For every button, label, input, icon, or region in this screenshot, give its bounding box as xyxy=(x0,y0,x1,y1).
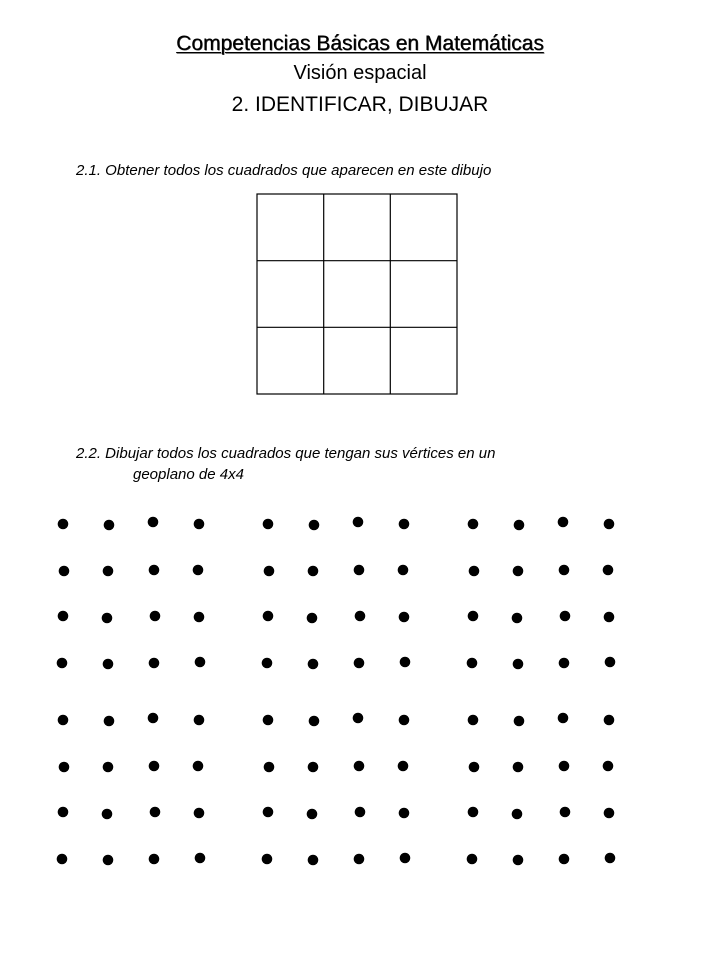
geoplane-dot xyxy=(468,715,479,726)
geoplane-dot xyxy=(399,612,410,623)
geoplane-dot xyxy=(605,853,616,864)
geoplane-dot xyxy=(263,807,274,818)
geoplane-dot xyxy=(149,565,160,576)
geoplane-dot xyxy=(604,519,615,530)
geoplane-dot xyxy=(262,658,273,669)
geoplane-dot xyxy=(354,854,365,865)
geoplane-6 xyxy=(467,713,616,866)
geoplane-dot xyxy=(399,715,410,726)
geoplane-dot xyxy=(308,855,319,866)
geoplane-dot xyxy=(603,565,614,576)
geoplane-dot xyxy=(193,761,204,772)
geoplane-dot xyxy=(513,659,524,670)
geoplane-5 xyxy=(262,713,411,866)
geoplane-dot xyxy=(195,853,206,864)
exercise-2-1-text: 2.1. Obtener todos los cuadrados que aparecen en este dibujo xyxy=(76,162,492,179)
geoplane-dot xyxy=(400,657,411,668)
exercise-2-2-line-1: 2.2. Dibujar todos los cuadrados que tengan sus vértices en un xyxy=(76,445,496,462)
geoplane-dot xyxy=(308,659,319,670)
geoplane-dot xyxy=(194,808,205,819)
geoplane-dot xyxy=(559,854,570,865)
geoplane-dot xyxy=(103,762,114,773)
geoplane-dot xyxy=(149,658,160,669)
geoplane-dot xyxy=(148,713,159,724)
geoplane-dot xyxy=(355,807,366,818)
geoplane-dot xyxy=(353,713,364,724)
geoplane-dot xyxy=(355,611,366,622)
geoplane-dot xyxy=(604,808,615,819)
geoplane-1 xyxy=(57,517,206,670)
geoplane-2 xyxy=(262,517,411,670)
geoplane-dot xyxy=(58,715,69,726)
geoplane-dot xyxy=(307,809,318,820)
geoplane-dot xyxy=(398,565,409,576)
geoplane-dot xyxy=(194,715,205,726)
geoplane-dot xyxy=(603,761,614,772)
geoplane-dot xyxy=(560,807,571,818)
page-subtitle: Visión espacial xyxy=(293,62,427,84)
geoplane-dot xyxy=(57,854,68,865)
geoplane-dot xyxy=(559,565,570,576)
geoplane-dot xyxy=(467,854,478,865)
geoplane-dot xyxy=(58,611,69,622)
geoplane-dot xyxy=(514,716,525,727)
geoplane-dot xyxy=(194,519,205,530)
geoplane-dot xyxy=(307,613,318,624)
geoplane-dot xyxy=(193,565,204,576)
geoplane-dot xyxy=(58,807,69,818)
geoplane-dot xyxy=(308,566,319,577)
geoplane-dot xyxy=(560,611,571,622)
geoplane-dot xyxy=(604,612,615,623)
geoplane-dot xyxy=(513,855,524,866)
geoplane-3 xyxy=(467,517,616,670)
geoplane-dot xyxy=(469,762,480,773)
geoplane-dot xyxy=(149,854,160,865)
geoplane-dot xyxy=(103,855,114,866)
geoplane-dot xyxy=(558,713,569,724)
section-heading: 2. IDENTIFICAR, DIBUJAR xyxy=(231,93,489,116)
geoplane-dot xyxy=(309,716,320,727)
geoplane-dot xyxy=(354,658,365,669)
geoplane-dot xyxy=(604,715,615,726)
page-title: Competencias Básicas en Matemáticas xyxy=(176,32,544,55)
geoplane-dot xyxy=(605,657,616,668)
exercise-2-2-line-2: geoplano de 4x4 xyxy=(133,466,244,483)
geoplane-dot xyxy=(150,611,161,622)
geoplane-dot xyxy=(264,762,275,773)
geoplane-dot xyxy=(103,659,114,670)
geoplane-dot xyxy=(102,613,113,624)
geoplane-dot xyxy=(469,566,480,577)
geoplane-dot xyxy=(104,520,115,531)
geoplane-dot xyxy=(195,657,206,668)
geoplane-dot xyxy=(514,520,525,531)
geoplane-dot xyxy=(263,611,274,622)
geoplane-dot xyxy=(558,517,569,528)
geoplane-dot xyxy=(559,761,570,772)
geoplane-dot xyxy=(263,519,274,530)
geoplane-dot xyxy=(309,520,320,531)
geoplane-dot xyxy=(264,566,275,577)
geoplane-dot xyxy=(468,611,479,622)
geoplane-dot xyxy=(512,809,523,820)
geoplane-dot xyxy=(399,808,410,819)
geoplane-dot xyxy=(262,854,273,865)
geoplane-dot xyxy=(103,566,114,577)
geoplane-dot xyxy=(150,807,161,818)
geoplane-dot xyxy=(398,761,409,772)
geoplane-dot xyxy=(399,519,410,530)
geoplane-dot xyxy=(354,565,365,576)
geoplane-dot xyxy=(149,761,160,772)
geoplane-dot xyxy=(467,658,478,669)
geoplane-dot xyxy=(194,612,205,623)
geoplane-dot xyxy=(512,613,523,624)
geoplane-dot xyxy=(148,517,159,528)
geoplane-dot xyxy=(308,762,319,773)
geoplane-dot xyxy=(513,762,524,773)
geoplane-dot xyxy=(59,762,70,773)
geoplane-dot xyxy=(559,658,570,669)
geoplane-dot xyxy=(57,658,68,669)
geoplane-dot xyxy=(400,853,411,864)
geoplane-dot xyxy=(263,715,274,726)
geoplane-dot xyxy=(468,807,479,818)
geoplane-dot xyxy=(58,519,69,530)
geoplane-dot xyxy=(354,761,365,772)
geoplane-dot xyxy=(353,517,364,528)
geoplane-dot xyxy=(513,566,524,577)
geoplane-dot xyxy=(468,519,479,530)
geoplane-dot xyxy=(104,716,115,727)
geoplane-dot xyxy=(59,566,70,577)
geoplane-4 xyxy=(57,713,206,866)
geoplane-dot xyxy=(102,809,113,820)
